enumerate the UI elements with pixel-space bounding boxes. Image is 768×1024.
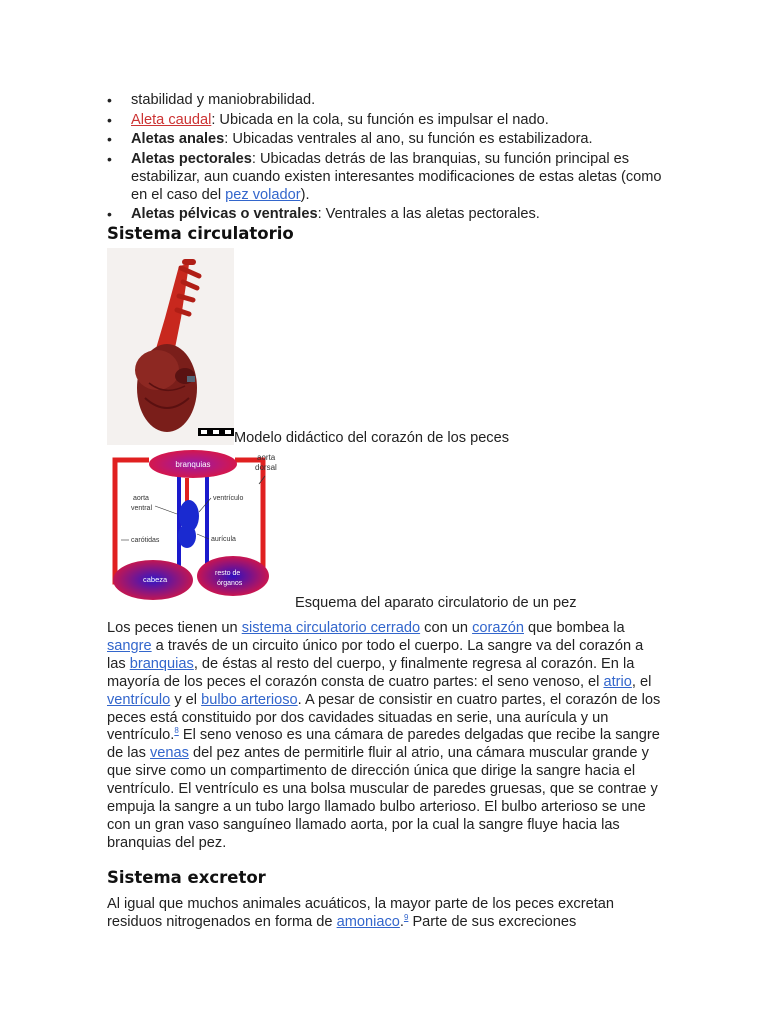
sistema-circulatorio-link[interactable]: sistema circulatorio cerrado — [241, 620, 421, 636]
aleta-caudal-link[interactable]: Aleta caudal — [131, 111, 212, 128]
excretory-paragraph: Al igual que muchos animales acuáticos, la mayor parte de los peces excretan residuos nitrogenados en forma de amoniaco.$^9$ Parte de sus excreciones — [107, 896, 614, 930]
corazon-link[interactable]: corazón — [472, 620, 524, 636]
heart-caption: Modelo didáctico del corazón de los peces — [234, 430, 510, 446]
reference-9-link[interactable]: 9 — [403, 913, 409, 923]
svg-text:branquias: branquias — [175, 460, 211, 469]
circulatory-paragraph: Los peces tienen un sistema circulatorio cerrado con un corazón que bombea la sangre a través de un circuito único por todo el cuerpo. La sangre va del corazón a las branquias, de éstas al resto del cuerpo, y finalmente regresa al corazón. En la mayoría de los peces el corazón consta de cuatro partes: el seno venoso, el atrio, el ventrículo y el bulbo arterioso. A pesar de consistir en cuatro partes, el corazón de los peces está constituido por dos cavidades situadas en serie, una aurícula y un ventrículo.$^8$ El seno venoso es una cámara de paredes delgadas que recibe la sangre de las venas del pez antes de permitirle fluir al atrio, una cámara muscular grande y que sirve como un compartimento de dirección única que dirige la sangre hacia el ventrículo. El ventrículo es una bolsa muscular de paredes gruesas, que se contrae y empuja la sangre a un tubo largo llamado bulbo arterioso. El bulbo arterioso se une con un gran vaso sanguíneo llamado aorta, por la cual la sangre fluye hacia las branquias del pez. — [107, 620, 661, 851]
venas-link[interactable]: venas — [150, 745, 189, 762]
reference-8-link[interactable]: 8 — [174, 726, 179, 736]
heading-sistema-circulatorio: Sistema circulatorio — [107, 224, 294, 243]
svg-text:ventral: ventral — [131, 505, 153, 512]
branquias-link[interactable]: branquias — [129, 655, 194, 672]
heading-sistema-excretor: Sistema excretor — [107, 868, 266, 887]
svg-text:órganos: órganos — [217, 580, 243, 587]
svg-text:carótidas: carótidas — [131, 537, 160, 544]
pez-volador-link[interactable]: pez volador — [225, 186, 301, 203]
list-item: • Aletas pectorales: Ubicadas detrás de las branquias, su función principal es estabilizar, aun cuando existen interesantes modificaciones de estas aletas (como en el caso del pez volador). — [107, 150, 667, 204]
svg-text:ventrículo: ventrículo — [213, 495, 244, 502]
fish-heart-model-icon — [107, 248, 234, 445]
svg-text:aurícula: aurícula — [211, 536, 236, 543]
svg-text:aorta: aorta — [257, 453, 276, 462]
list-item: • Aleta caudal: Ubicada en la cola, su función es impulsar el nado. — [107, 111, 667, 129]
svg-text:dorsal: dorsal — [255, 463, 277, 472]
scale-bar — [198, 428, 234, 436]
svg-text:resto de: resto de — [215, 570, 241, 577]
atrio-link[interactable]: atrio — [603, 673, 632, 690]
sangre-link[interactable]: sangre — [107, 637, 152, 654]
circulatory-diagram[interactable] — [107, 450, 282, 602]
bulbo-arterioso-link[interactable]: bulbo arterioso — [201, 691, 298, 708]
svg-text:aorta: aorta — [133, 495, 149, 502]
fin-list — [107, 91, 667, 225]
heart-model-image[interactable] — [107, 248, 234, 445]
list-item: • stabilidad y maniobrabilidad. — [107, 91, 667, 109]
svg-text:cabeza: cabeza — [143, 575, 168, 584]
amoniaco-link[interactable]: amoniaco — [336, 913, 400, 930]
list-item: • Aletas pélvicas o ventrales: Ventrales a las aletas pectorales. — [107, 205, 667, 223]
ventriculo-link[interactable]: ventrículo — [107, 691, 171, 708]
diagram-caption: Esquema del aparato circulatorio de un pez — [295, 595, 577, 611]
list-item: • Aletas anales: Ubicadas ventrales al ano, su función es estabilizadora. — [107, 130, 667, 148]
